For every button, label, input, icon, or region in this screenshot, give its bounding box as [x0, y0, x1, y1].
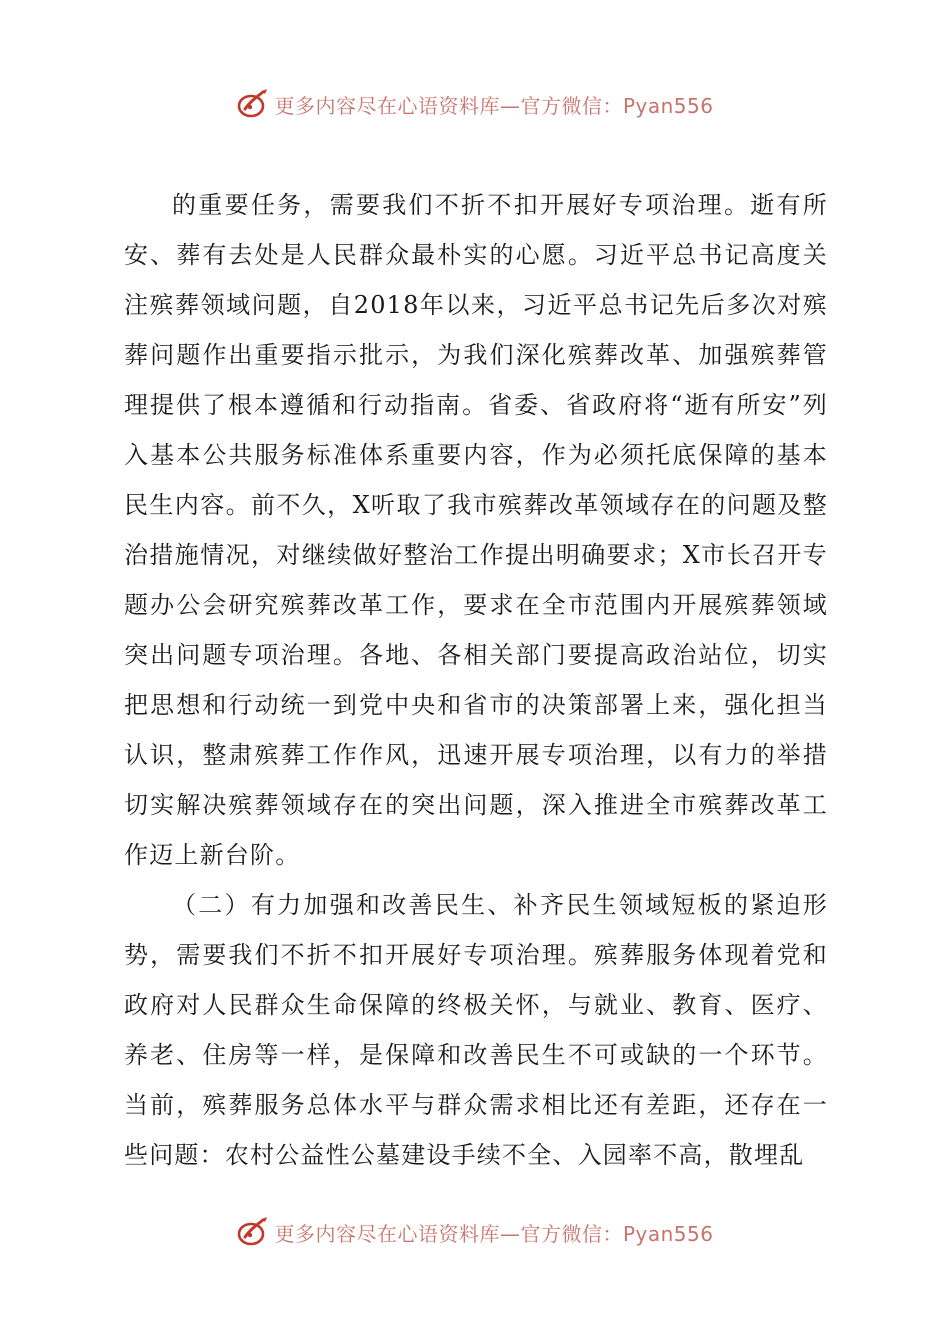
header-banner-text: 更多内容尽在心语资料库—官方微信：Pyan556: [274, 93, 714, 118]
pen-logo-icon: [236, 87, 270, 121]
header-banner: [0, 84, 950, 124]
paragraph: 的重要任务，需要我们不折不扣开展好专项治理。逝有所安、葬有去处是人民群众最朴实的心愿。习近平总书记高度关注殡葬领域问题，自2018年以来，习近平总书记先后多次对殡葬问题作出重要指示批示，为我们深化殡葬改革、加强殡葬管理提供了根本遵循和行动指南。省委、省政府将“逝有所安”列入基本公共服务标准体系重要内容，作为必须托底保障的基本民生内容。前不久，X听取了我市殡葬改革领域存在的问题及整治措施情况，对继续做好整治工作提出明确要求；X市长召开专题办公会研究殡葬改革工作，要求在全市范围内开展殡葬领域突出问题专项治理。各地、各相关部门要提高政治站位，切实把思想和行动统一到党中央和省市的决策部署上来，强化担当认识，整肃殡葬工作作风，迅速开展专项治理，以有力的举措切实解决殡葬领域存在的突出问题，深入推进全市殡葬改革工作迈上新台阶。: [124, 191, 828, 869]
document-body: [124, 180, 828, 1180]
footer-banner-text: 更多内容尽在心语资料库—官方微信：Pyan556: [274, 1221, 714, 1246]
pen-logo-icon: [236, 1215, 270, 1249]
paragraph: （二）有力加强和改善民生、补齐民生领域短板的紧迫形势，需要我们不折不扣开展好专项治理。殡葬服务体现着党和政府对人民群众生命保障的终极关怀，与就业、教育、医疗、养老、住房等一样，是保障和改善民生不可或缺的一个环节。当前，殡葬服务总体水平与群众需求相比还有差距，还存在一些问题：农村公益性公墓建设手续不全、入园率不高，散埋乱: [124, 891, 828, 1169]
footer-banner: [0, 1212, 950, 1252]
